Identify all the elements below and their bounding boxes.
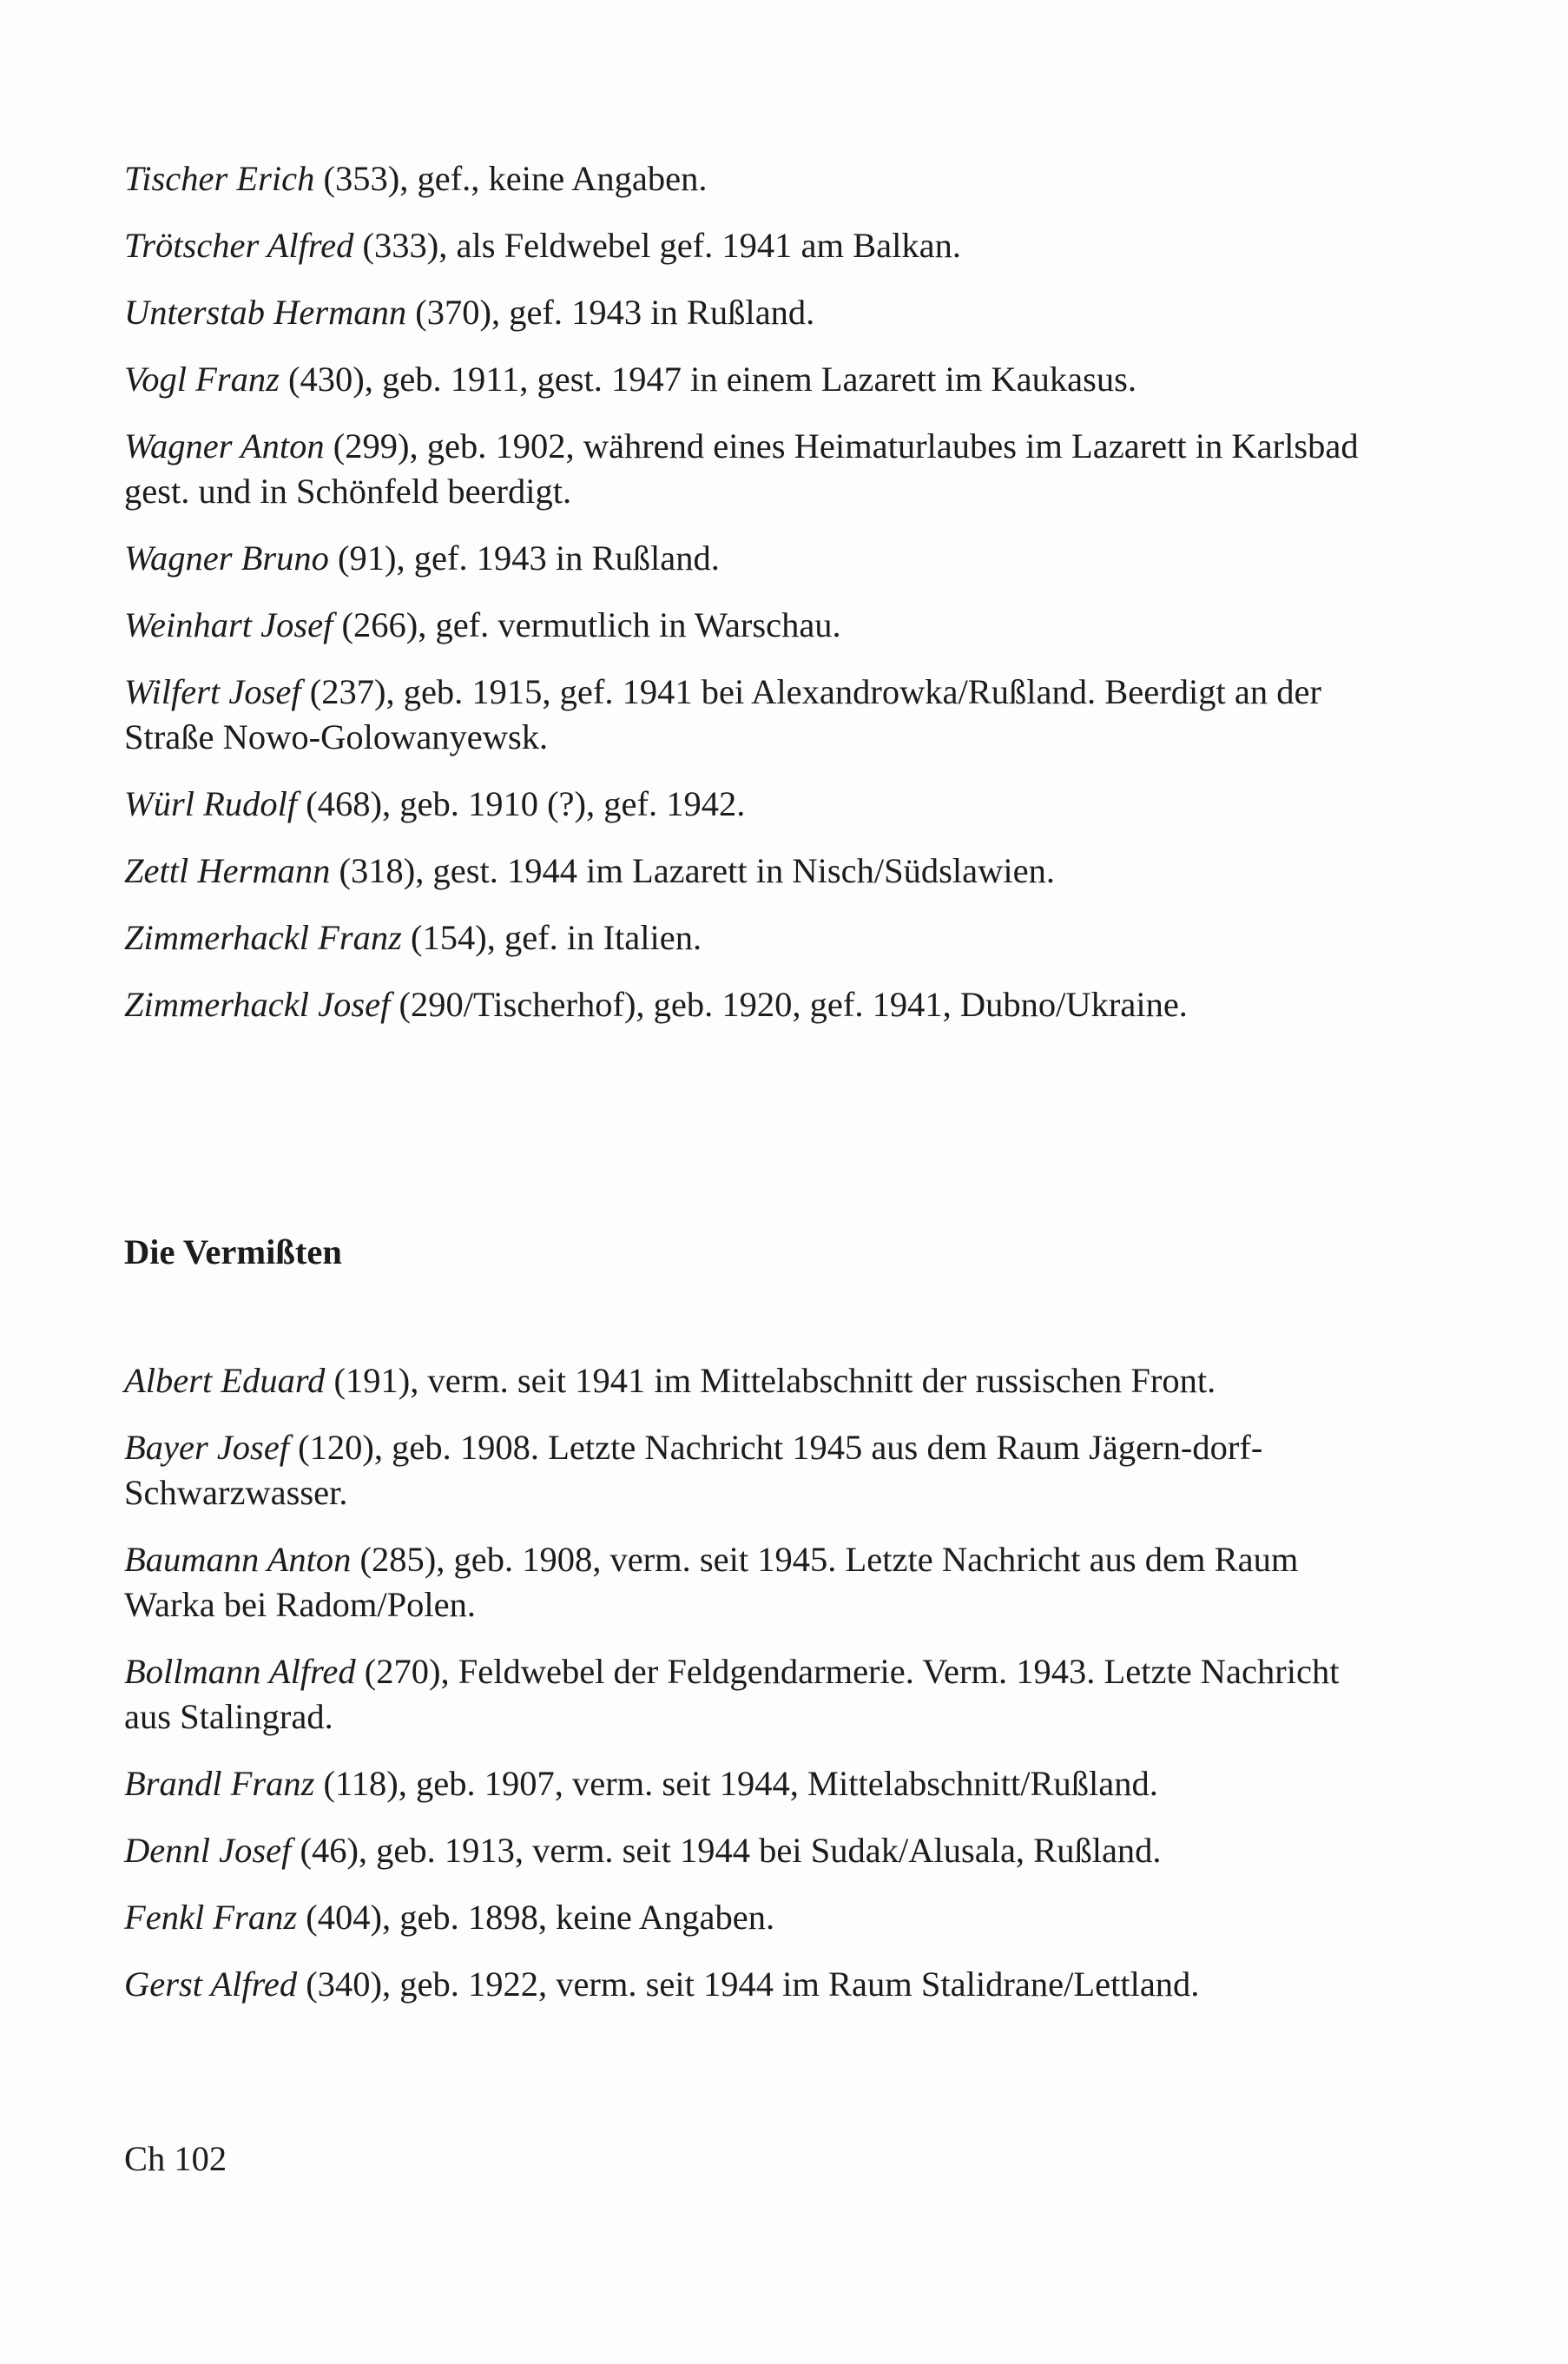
- list-item: [124, 849, 1392, 894]
- person-name: Wagner Anton: [124, 426, 325, 466]
- person-name: Zimmerhackl Franz: [124, 918, 402, 957]
- person-name: Brandl Franz: [124, 1764, 315, 1803]
- list-item: [124, 223, 1392, 268]
- list-item: [124, 357, 1392, 402]
- entry-text: (353), gef., keine Angaben.: [314, 159, 708, 198]
- person-name: Dennl Josef: [124, 1831, 292, 1870]
- entry-text: (91), gef. 1943 in Rußland.: [328, 538, 720, 578]
- list-item: [124, 670, 1392, 760]
- person-name: Weinhart Josef: [124, 605, 333, 644]
- person-name: Wagner Bruno: [124, 538, 329, 578]
- entry-text: (333), als Feldwebel gef. 1941 am Balkan.: [353, 226, 961, 265]
- entry-text: (191), verm. seit 1941 im Mittelabschnitt der russischen Front.: [325, 1361, 1216, 1400]
- person-name: Gerst Alfred: [124, 1964, 298, 2004]
- list-item: [124, 1761, 1392, 1806]
- page-number: Ch 102: [124, 2139, 227, 2178]
- list-item: [124, 1962, 1392, 2007]
- person-name: Vogl Franz: [124, 360, 280, 399]
- list-item: [124, 1649, 1392, 1740]
- person-name: Bollmann Alfred: [124, 1652, 356, 1691]
- list-item: [124, 1358, 1392, 1403]
- list-item: [124, 982, 1392, 1027]
- list-item: [124, 1895, 1392, 1940]
- person-name: Fenkl Franz: [124, 1898, 298, 1937]
- deceased-list: [124, 156, 1392, 1027]
- list-item: [124, 1828, 1392, 1873]
- person-name: Unterstab Hermann: [124, 293, 407, 332]
- list-item: [124, 290, 1392, 335]
- entry-text: (404), geb. 1898, keine Angaben.: [297, 1898, 775, 1937]
- entry-text: (468), geb. 1910 (?), gef. 1942.: [297, 784, 746, 823]
- entry-text: (46), geb. 1913, verm. seit 1944 bei Sudak/Alusala, Rußland.: [291, 1831, 1162, 1870]
- entry-text: (299), geb. 1902, während eines Heimaturlaubes im Lazarett in Karlsbad gest. und in Schönfeld beerdigt.: [124, 426, 1359, 511]
- list-item: [124, 915, 1392, 961]
- person-name: Würl Rudolf: [124, 784, 298, 823]
- list-item: [124, 1425, 1392, 1515]
- person-name: Bayer Josef: [124, 1428, 290, 1467]
- person-name: Albert Eduard: [124, 1361, 326, 1400]
- list-item: [124, 1537, 1392, 1628]
- entry-text: (285), geb. 1908, verm. seit 1945. Letzte Nachricht aus dem Raum Warka bei Radom/Polen.: [124, 1540, 1299, 1624]
- entry-text: (270), Feldwebel der Feldgendarmerie. Verm. 1943. Letzte Nachricht aus Stalingrad.: [124, 1652, 1340, 1736]
- entry-text: (340), geb. 1922, verm. seit 1944 im Raum Stalidrane/Lettland.: [297, 1964, 1200, 2004]
- person-name: Zettl Hermann: [124, 851, 331, 890]
- person-name: Zimmerhackl Josef: [124, 985, 391, 1024]
- document-page: [124, 156, 1392, 2029]
- list-item: [124, 156, 1392, 201]
- missing-list: [124, 1358, 1392, 2007]
- person-name: Trötscher Alfred: [124, 226, 354, 265]
- entry-text: (370), gef. 1943 in Rußland.: [406, 293, 815, 332]
- person-name: Wilfert Josef: [124, 672, 301, 711]
- list-item: [124, 603, 1392, 648]
- person-name: Baumann Anton: [124, 1540, 352, 1579]
- entry-text: (237), geb. 1915, gef. 1941 bei Alexandrowka/Rußland. Beerdigt an der Straße Nowo-Golowanyewsk.: [124, 672, 1321, 756]
- list-item: [124, 782, 1392, 827]
- entry-text: (154), gef. in Italien.: [401, 918, 702, 957]
- entry-text: (120), geb. 1908. Letzte Nachricht 1945 aus dem Raum Jägern-dorf-Schwarzwasser.: [124, 1428, 1263, 1512]
- person-name: Tischer Erich: [124, 159, 315, 198]
- entry-text: (118), geb. 1907, verm. seit 1944, Mittelabschnitt/Rußland.: [314, 1764, 1158, 1803]
- list-item: [124, 536, 1392, 581]
- list-item: [124, 424, 1392, 514]
- section-heading: Die Vermißten: [124, 1232, 342, 1271]
- entry-text: (430), geb. 1911, gest. 1947 in einem Lazarett im Kaukasus.: [279, 360, 1137, 399]
- entry-text: (266), gef. vermutlich in Warschau.: [333, 605, 841, 644]
- entry-text: (290/Tischerhof), geb. 1920, gef. 1941, Dubno/Ukraine.: [390, 985, 1188, 1024]
- entry-text: (318), gest. 1944 im Lazarett in Nisch/Südslawien.: [330, 851, 1055, 890]
